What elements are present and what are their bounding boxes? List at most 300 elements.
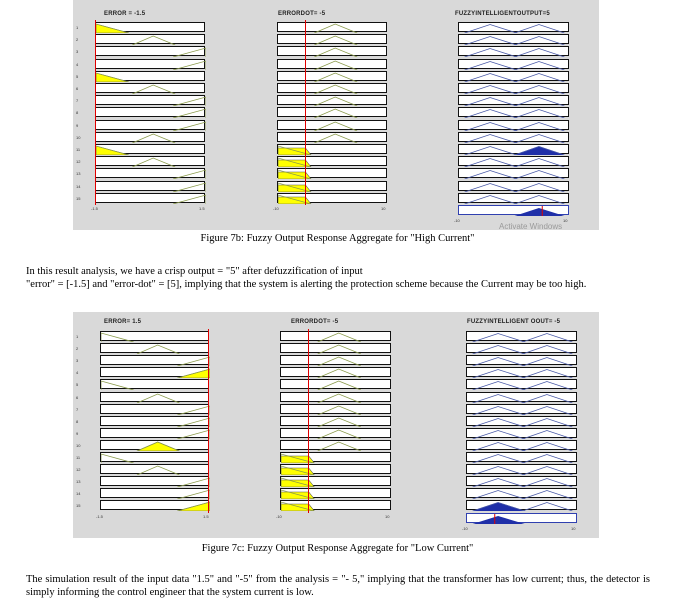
output-mf-cell[interactable] [458, 34, 569, 44]
output-mf-cell[interactable] [458, 132, 569, 142]
rule-number: 10 [76, 442, 81, 448]
result-paragraph-high [26, 265, 650, 291]
membership-line [314, 24, 357, 33]
membership-line [473, 406, 525, 415]
membership-function-plot [459, 47, 570, 57]
membership-line [132, 158, 175, 167]
membership-line [473, 334, 525, 343]
rule-number: 7 [76, 406, 79, 412]
axis-max-label: 10 [385, 513, 390, 519]
output-mf-cell[interactable] [458, 120, 569, 130]
membership-function-plot [96, 84, 206, 94]
fired-output-region [473, 503, 525, 512]
membership-function-plot [281, 453, 392, 463]
input-mf-cell[interactable] [280, 379, 391, 389]
rule-number: 13 [76, 479, 81, 485]
caption-fig7b: Figure 7b: Fuzzy Output Response Aggregate for "High Current" [200, 233, 475, 244]
input-mf-cell[interactable] [100, 343, 209, 353]
rule-number: 9 [76, 430, 79, 436]
input-mf-cell[interactable] [100, 379, 209, 389]
membership-function-plot [467, 332, 578, 342]
membership-function-plot [278, 47, 388, 57]
input-mf-cell[interactable] [95, 144, 205, 154]
input-mf-cell[interactable] [100, 331, 209, 341]
column-title-output: FUZZYINTELLIGENT OOUT= -5 [467, 319, 561, 325]
membership-line [515, 134, 565, 143]
membership-function-plot [101, 429, 210, 439]
input-mf-cell[interactable] [280, 440, 391, 450]
membership-function-plot [278, 35, 388, 45]
membership-line [318, 369, 361, 378]
membership-function-plot [101, 465, 210, 475]
membership-line [523, 406, 573, 415]
membership-function-plot [281, 417, 392, 427]
membership-line [314, 109, 357, 118]
input-mf-cell[interactable] [95, 46, 205, 56]
membership-function-plot [101, 344, 210, 354]
input-mf-cell[interactable] [100, 355, 209, 365]
membership-function-plot [459, 35, 570, 45]
membership-line [473, 479, 525, 488]
membership-function-plot [281, 332, 392, 342]
rule-number: 14 [76, 491, 81, 497]
membership-function-plot [101, 489, 210, 499]
rule-number: 11 [76, 455, 81, 460]
membership-function-plot [96, 157, 206, 167]
input-mf-cell[interactable] [280, 500, 391, 510]
aggregate-output-cell[interactable] [458, 205, 569, 215]
membership-function-plot [467, 405, 578, 415]
output-mf-cell[interactable] [458, 83, 569, 93]
rule-number: 14 [76, 183, 81, 189]
output-mf-cell[interactable] [466, 392, 577, 402]
activate-windows-watermark: Activate Windows [499, 222, 563, 231]
input-mf-cell[interactable] [277, 83, 387, 93]
input-mf-cell[interactable] [277, 181, 387, 191]
input-mf-cell[interactable] [277, 120, 387, 130]
membership-function-plot [101, 417, 210, 427]
output-mf-cell[interactable] [466, 355, 577, 365]
input-mf-cell[interactable] [100, 367, 209, 377]
membership-line [177, 478, 210, 487]
rule-number: 15 [76, 503, 81, 509]
membership-line [318, 345, 361, 354]
membership-line [523, 430, 573, 439]
column-title-error: ERROR= 1.5 [104, 319, 142, 325]
input-mf-cell[interactable] [280, 355, 391, 365]
rule-number: 3 [76, 49, 79, 55]
membership-function-plot [459, 133, 570, 143]
membership-line [523, 394, 573, 403]
membership-function-plot [96, 121, 206, 131]
membership-line [473, 358, 525, 367]
output-mf-cell[interactable] [458, 181, 569, 191]
result-paragraph-high-line2: "error" = [-1.5] and "error-dot" = [5], implying that the system is alerting the protection scheme because the Current may be too high. [26, 279, 587, 290]
membership-line [465, 61, 517, 70]
membership-line [465, 122, 517, 131]
rule-number: 7 [76, 98, 79, 104]
output-mf-cell[interactable] [458, 193, 569, 203]
figure-7c-rule-viewer [73, 312, 599, 538]
crisp-input-line[interactable] [95, 20, 96, 205]
membership-function-plot [459, 96, 570, 106]
aggregate-plot [467, 514, 578, 524]
membership-line [523, 455, 573, 464]
membership-function-plot [96, 23, 206, 33]
result-paragraph-high-line1: In this result analysis, we have a crisp output = "5" after defuzzification of input [26, 266, 363, 277]
membership-line [523, 467, 573, 476]
membership-function-plot [96, 35, 206, 45]
output-mf-cell[interactable] [458, 59, 569, 69]
membership-function-plot [278, 23, 388, 33]
rule-number: 4 [76, 61, 79, 67]
output-mf-cell[interactable] [466, 367, 577, 377]
rule-number: 12 [76, 467, 81, 473]
membership-function-plot [281, 368, 392, 378]
output-mf-cell[interactable] [458, 46, 569, 56]
input-mf-cell[interactable] [100, 404, 209, 414]
membership-function-plot [467, 356, 578, 366]
rule-number: 2 [76, 37, 79, 43]
membership-line [137, 394, 180, 403]
membership-function-plot [467, 453, 578, 463]
membership-function-plot [459, 60, 570, 70]
output-mf-cell[interactable] [466, 416, 577, 426]
crisp-input-line[interactable] [308, 329, 309, 513]
input-mf-cell[interactable] [95, 95, 205, 105]
membership-line [473, 418, 525, 427]
membership-function-plot [278, 169, 388, 179]
membership-line [465, 159, 517, 168]
membership-line [515, 110, 565, 119]
input-mf-cell[interactable] [280, 476, 391, 486]
membership-function-plot [278, 194, 388, 204]
figure-7b-rule-viewer [73, 0, 599, 230]
axis-max-label: 10 [381, 206, 386, 211]
output-mf-cell[interactable] [466, 500, 577, 510]
membership-function-plot [278, 96, 388, 106]
input-mf-cell[interactable] [100, 392, 209, 402]
column-title-error: ERROR = -1.5 [104, 11, 146, 17]
membership-line [473, 394, 525, 403]
membership-function-plot [278, 84, 388, 94]
membership-line [177, 357, 210, 366]
input-mf-cell[interactable] [95, 83, 205, 93]
membership-function-plot [459, 169, 570, 179]
axis-min-label: -1.5 [96, 513, 103, 519]
membership-line [318, 442, 361, 451]
membership-line [314, 85, 357, 94]
input-mf-cell[interactable] [277, 59, 387, 69]
membership-function-plot [278, 121, 388, 131]
membership-function-plot [459, 72, 570, 82]
membership-line [515, 98, 565, 107]
membership-line [473, 455, 525, 464]
rule-number: 15 [76, 195, 81, 201]
output-mf-cell[interactable] [466, 440, 577, 450]
output-mf-cell[interactable] [458, 22, 569, 32]
membership-line [473, 491, 525, 500]
membership-line [173, 61, 206, 70]
membership-function-plot [281, 441, 392, 451]
input-mf-cell[interactable] [277, 46, 387, 56]
membership-line [173, 195, 206, 204]
membership-function-plot [467, 344, 578, 354]
output-mf-cell[interactable] [466, 452, 577, 462]
membership-line [473, 370, 525, 379]
input-mf-cell[interactable] [95, 156, 205, 166]
membership-line [314, 122, 357, 131]
membership-function-plot [281, 393, 392, 403]
membership-function-plot [281, 501, 392, 511]
axis-min-label: -10 [273, 206, 279, 211]
membership-function-plot [467, 380, 578, 390]
membership-function-plot [467, 465, 578, 475]
input-mf-cell[interactable] [277, 71, 387, 81]
rule-number: 13 [76, 171, 81, 177]
membership-line [132, 36, 175, 45]
output-mf-cell[interactable] [466, 343, 577, 353]
rule-number: 9 [76, 122, 79, 128]
membership-line [465, 73, 517, 82]
input-mf-cell[interactable] [95, 22, 205, 32]
output-mf-cell[interactable] [466, 428, 577, 438]
membership-line [523, 334, 573, 343]
rule-number: 12 [76, 159, 81, 165]
input-mf-cell[interactable] [95, 59, 205, 69]
output-mf-cell[interactable] [458, 95, 569, 105]
membership-line [473, 382, 525, 391]
membership-line [173, 183, 206, 192]
input-mf-cell[interactable] [100, 452, 209, 462]
input-mf-cell[interactable] [95, 120, 205, 130]
membership-function-plot [96, 145, 206, 155]
input-mf-cell[interactable] [100, 488, 209, 498]
membership-line [473, 430, 525, 439]
axis-min-label: -1.5 [91, 206, 98, 211]
input-mf-cell[interactable] [277, 107, 387, 117]
membership-line [523, 346, 573, 355]
membership-function-plot [459, 84, 570, 94]
membership-function-plot [101, 368, 210, 378]
membership-line [318, 430, 361, 439]
membership-line [465, 25, 517, 34]
membership-function-plot [96, 96, 206, 106]
input-mf-cell[interactable] [277, 193, 387, 203]
input-mf-cell[interactable] [95, 193, 205, 203]
input-mf-cell[interactable] [95, 107, 205, 117]
input-mf-cell[interactable] [277, 168, 387, 178]
input-mf-cell[interactable] [280, 343, 391, 353]
output-mf-cell[interactable] [466, 488, 577, 498]
rule-number: 1 [76, 334, 79, 339]
membership-line [318, 357, 361, 366]
membership-line [515, 86, 565, 95]
output-mf-cell[interactable] [466, 379, 577, 389]
membership-line [473, 467, 525, 476]
membership-line [173, 170, 206, 179]
membership-line [523, 370, 573, 379]
axis-min-label: -10 [462, 525, 468, 531]
aggregate-output-cell[interactable] [466, 513, 577, 523]
membership-line [515, 73, 565, 82]
input-mf-cell[interactable] [100, 464, 209, 474]
membership-function-plot [281, 477, 392, 487]
input-mf-cell[interactable] [280, 331, 391, 341]
membership-function-plot [281, 429, 392, 439]
input-mf-cell[interactable] [280, 367, 391, 377]
input-mf-cell[interactable] [277, 22, 387, 32]
membership-line [515, 183, 565, 192]
membership-line [465, 37, 517, 46]
membership-line [465, 98, 517, 107]
membership-line [314, 48, 357, 57]
input-mf-cell[interactable] [95, 168, 205, 178]
rule-number: 10 [76, 134, 81, 140]
membership-function-plot [278, 157, 388, 167]
input-mf-cell[interactable] [280, 488, 391, 498]
membership-function-plot [467, 489, 578, 499]
membership-function-plot [278, 145, 388, 155]
input-mf-cell[interactable] [280, 452, 391, 462]
aggregate-plot [459, 206, 570, 216]
membership-function-plot [278, 60, 388, 70]
membership-function-plot [459, 145, 570, 155]
membership-line [314, 134, 357, 143]
membership-line [515, 171, 565, 180]
input-mf-cell[interactable] [95, 132, 205, 142]
column-title-errordot: ERRORDOT= -5 [291, 319, 339, 325]
membership-line [173, 97, 206, 106]
output-mf-cell[interactable] [466, 476, 577, 486]
membership-line [318, 418, 361, 427]
membership-line [318, 381, 361, 390]
input-mf-cell[interactable] [280, 428, 391, 438]
membership-function-plot [278, 108, 388, 118]
rule-number: 1 [76, 25, 79, 30]
crisp-input-line[interactable] [208, 329, 209, 513]
axis-max-label: 10 [571, 525, 576, 531]
input-mf-cell[interactable] [280, 416, 391, 426]
input-mf-cell[interactable] [277, 144, 387, 154]
rule-number: 5 [76, 73, 79, 79]
rule-number: 5 [76, 382, 79, 388]
input-mf-cell[interactable] [95, 71, 205, 81]
rule-number: 6 [76, 394, 79, 400]
input-mf-cell[interactable] [277, 95, 387, 105]
membership-line [465, 147, 517, 156]
membership-line [473, 346, 525, 355]
output-mf-cell[interactable] [466, 464, 577, 474]
input-mf-cell[interactable] [95, 181, 205, 191]
membership-function-plot [101, 356, 210, 366]
membership-line [177, 418, 210, 427]
result-paragraph-low: The simulation result of the input data "1.5" and "-5" from the analysis = "- 5," implying that the transformer has low current; thus, the detector is simply informing the control engineer that the system current is low. [26, 574, 650, 598]
membership-line [523, 479, 573, 488]
axis-max-label: 10 [563, 218, 568, 224]
input-mf-cell[interactable] [280, 464, 391, 474]
input-mf-cell[interactable] [277, 34, 387, 44]
input-mf-cell[interactable] [100, 416, 209, 426]
membership-line [523, 418, 573, 427]
rule-number: 11 [76, 147, 81, 152]
membership-line [318, 333, 361, 342]
crisp-input-line[interactable] [305, 20, 306, 205]
membership-line [523, 442, 573, 451]
membership-line [523, 503, 573, 512]
axis-min-label: -10 [454, 218, 460, 224]
membership-function-plot [467, 477, 578, 487]
membership-function-plot [459, 121, 570, 131]
output-mf-cell[interactable] [458, 144, 569, 154]
membership-line [465, 49, 517, 58]
input-mf-cell[interactable] [95, 34, 205, 44]
membership-function-plot [101, 332, 210, 342]
rule-number: 8 [76, 110, 79, 116]
axis-max-label: 1.5 [199, 206, 205, 211]
membership-function-plot [459, 157, 570, 167]
input-mf-cell[interactable] [100, 500, 209, 510]
rule-number: 8 [76, 418, 79, 424]
input-mf-cell[interactable] [100, 428, 209, 438]
output-mf-cell[interactable] [458, 168, 569, 178]
membership-line [515, 37, 565, 46]
membership-line [465, 86, 517, 95]
membership-function-plot [467, 393, 578, 403]
output-mf-cell[interactable] [458, 107, 569, 117]
membership-function-plot [281, 489, 392, 499]
membership-function-plot [281, 465, 392, 475]
membership-function-plot [459, 182, 570, 192]
membership-function-plot [459, 23, 570, 33]
input-mf-cell[interactable] [280, 404, 391, 414]
output-mf-cell[interactable] [466, 404, 577, 414]
membership-line [515, 25, 565, 34]
membership-function-plot [467, 501, 578, 511]
output-mf-cell[interactable] [458, 71, 569, 81]
membership-line [318, 394, 361, 403]
membership-line [515, 159, 565, 168]
membership-function-plot [281, 405, 392, 415]
rule-number: 6 [76, 86, 79, 91]
membership-line [465, 110, 517, 119]
output-mf-cell[interactable] [458, 156, 569, 166]
membership-function-plot [96, 133, 206, 143]
membership-function-plot [96, 194, 206, 204]
membership-function-plot [467, 417, 578, 427]
membership-line [137, 345, 180, 354]
input-mf-cell[interactable] [100, 476, 209, 486]
membership-line [177, 430, 210, 439]
membership-line [101, 333, 134, 342]
membership-line [173, 109, 206, 118]
fired-output-region [515, 147, 565, 156]
membership-line [465, 134, 517, 143]
input-mf-cell[interactable] [280, 392, 391, 402]
membership-function-plot [96, 60, 206, 70]
membership-function-plot [278, 72, 388, 82]
output-mf-cell[interactable] [466, 331, 577, 341]
membership-function-plot [101, 441, 210, 451]
rule-number: 4 [76, 370, 79, 376]
membership-line [515, 61, 565, 70]
membership-line [473, 442, 525, 451]
input-mf-cell[interactable] [277, 132, 387, 142]
membership-line [101, 454, 134, 463]
input-mf-cell[interactable] [100, 440, 209, 450]
input-mf-cell[interactable] [277, 156, 387, 166]
membership-function-plot [101, 393, 210, 403]
